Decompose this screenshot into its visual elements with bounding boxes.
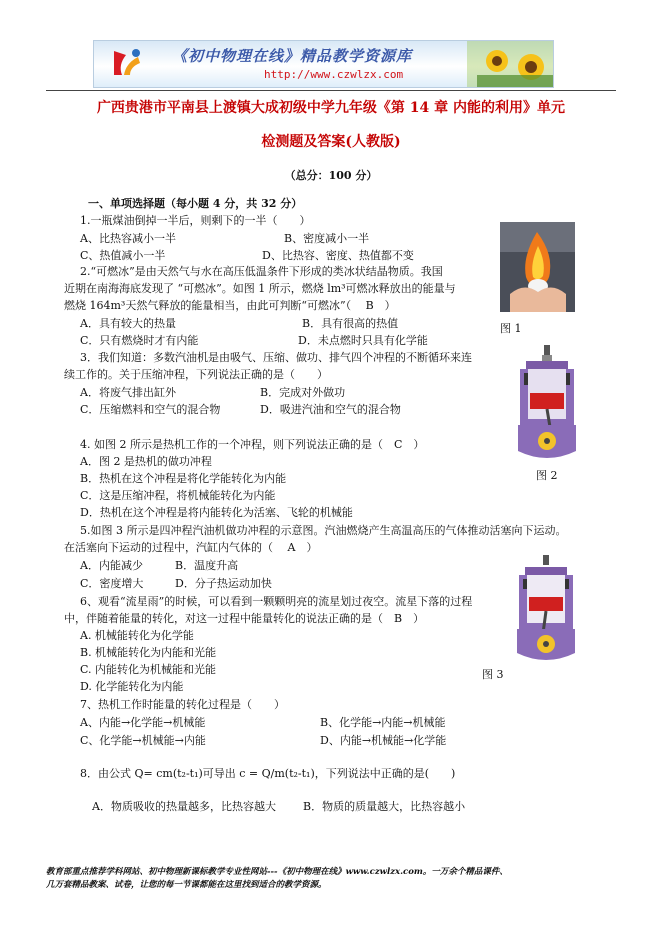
- question-1-option-c: C、热值减小一半: [80, 249, 166, 262]
- banner-url[interactable]: http://www.czwlzx.com: [264, 68, 404, 81]
- engine-cylinder-figure-3: [507, 553, 585, 668]
- figure-1-label: 图 1: [500, 322, 522, 335]
- question-5-line-1: 5.如图 3 所示是四冲程汽油机做功冲程的示意图。汽油燃烧产生高温高压的气体推动活塞向下运动。: [80, 524, 567, 537]
- page-footer: [46, 866, 626, 892]
- engine-cylinder-figure-2: [508, 343, 586, 465]
- question-1-option-d: D、比热容、密度、热值都不变: [262, 249, 414, 262]
- question-6-option-c: C. 内能转化为机械能和光能: [80, 663, 217, 676]
- question-6-line-2: 中，伴随着能量的转化，对这一过程中能量转化的说法正确的是（ B ）: [64, 612, 425, 625]
- question-8-line-1: 8．由公式 Q= cm(t₂-t₁)可导出 c = Q/m(t₂-t₁)，下列说法中正确的是( ): [80, 767, 456, 780]
- question-3-line-1: 3．我们知道：多数汽油机是由吸气、压缩、做功、排气四个冲程的不断循环来连: [80, 351, 472, 364]
- header-rule: [46, 90, 616, 91]
- header-banner: [93, 40, 554, 88]
- question-5-option-c: C．密度增大: [80, 577, 144, 590]
- question-8-option-a: A．物质吸收的热量越多，比热容越大: [92, 800, 276, 813]
- question-3-option-a: A．将废气排出缸外: [80, 386, 176, 399]
- question-2-line-1: 2.“可燃冰”是由天然气与水在高压低温条件下形成的类冰状结晶物质。我国: [80, 265, 443, 278]
- question-4-option-b: B．热机在这个冲程是将化学能转化为内能: [80, 472, 287, 485]
- banner-title: 《初中物理在线》精品教学资源库: [172, 47, 413, 65]
- question-3-line-2: 续工作的。关于压缩冲程，下列说法正确的是（ ）: [64, 368, 328, 381]
- question-2-line-2: 近期在南海海底发现了 “可燃冰”。如图 1 所示，燃烧 lm³可燃冰释放出的能量与: [64, 282, 456, 295]
- question-4-option-d: D．热机在这个冲程是将内能转化为活塞、飞轮的机械能: [80, 506, 353, 519]
- question-2-option-b: B．具有很高的热值: [302, 317, 399, 330]
- burning-ice-figure: [500, 222, 575, 312]
- section-heading: 一、单项选择题（每小题 4 分，共 32 分）: [88, 197, 303, 210]
- question-8-option-b: B．物质的质量越大，比热容越小: [303, 800, 466, 813]
- question-1-option-a: A、比热容减小一半: [80, 232, 176, 245]
- question-2-line-3: 燃烧 164m³天然气释放的能量相当，由此可判断“可燃冰”（ B ）: [64, 299, 396, 312]
- question-6-option-b: B. 机械能转化为内能和光能: [80, 646, 217, 659]
- footer-line-1: 教育部重点推荐学科网站、初中物理新课标教学专业性网站---《初中物理在线》www.czwlzx.com。一万余个精品课件、: [46, 867, 508, 877]
- question-5-option-b: B．温度升高: [175, 559, 239, 572]
- sunflower-icon: [467, 41, 553, 87]
- document-title-line2: 检测题及答案(人教版): [261, 134, 401, 150]
- question-4-option-c: C．这是压缩冲程，将机械能转化为内能: [80, 489, 276, 502]
- question-4-line-1: 4. 如图 2 所示是热机工作的一个冲程，则下列说法正确的是（ C ）: [80, 438, 425, 451]
- question-5-line-2: 在活塞向下运动的过程中，汽缸内气体的（ A ）: [64, 541, 318, 554]
- question-2-option-a: A．具有较大的热量: [80, 317, 176, 330]
- question-1-stem: 1.一瓶煤油倒掉一半后，则剩下的一半（ ）: [80, 214, 311, 227]
- question-6-line-1: 6、观看“流星雨”的时候，可以看到一颗颗明亮的流星划过夜空。流星下落的过程: [80, 595, 473, 608]
- question-7-option-d: D、内能→机械能→化学能: [320, 734, 447, 747]
- question-6-option-a: A. 机械能转化为化学能: [80, 629, 194, 642]
- question-7-option-a: A、内能→化学能→机械能: [80, 716, 206, 729]
- question-7-option-c: C、化学能→机械能→内能: [80, 734, 206, 747]
- question-5-option-a: A．内能减少: [80, 559, 143, 572]
- total-score: （总分：100 分）: [284, 169, 378, 182]
- footer-line-2: 几万套精品教案、试卷，让您的每一节课都能在这里找到适合的教学资源。: [46, 880, 327, 891]
- document-title-line1: 广西贵港市平南县上渡镇大成初级中学九年级《第 14 章 内能的利用》单元: [96, 100, 566, 116]
- question-6-option-d: D. 化学能转化为内能: [80, 680, 184, 693]
- question-3-option-d: D．吸进汽油和空气的混合物: [260, 403, 401, 416]
- question-3-option-c: C．压缩燃料和空气的混合物: [80, 403, 221, 416]
- question-1-option-b: B、密度减小一半: [284, 232, 370, 245]
- question-2-option-d: D．未点燃时只具有化学能: [298, 334, 428, 347]
- question-7-option-b: B、化学能→内能→机械能: [320, 716, 446, 729]
- site-logo-icon: [108, 45, 146, 83]
- question-4-option-a: A．图 2 是热机的做功冲程: [80, 455, 212, 468]
- question-7-line-1: 7、热机工作时能量的转化过程是（ ）: [80, 698, 285, 711]
- question-3-option-b: B．完成对外做功: [260, 386, 346, 399]
- figure-2-label: 图 2: [536, 469, 558, 482]
- figure-3-label: 图 3: [482, 668, 504, 681]
- question-5-option-d: D．分子热运动加快: [175, 577, 272, 590]
- question-2-option-c: C．只有燃烧时才有内能: [80, 334, 199, 347]
